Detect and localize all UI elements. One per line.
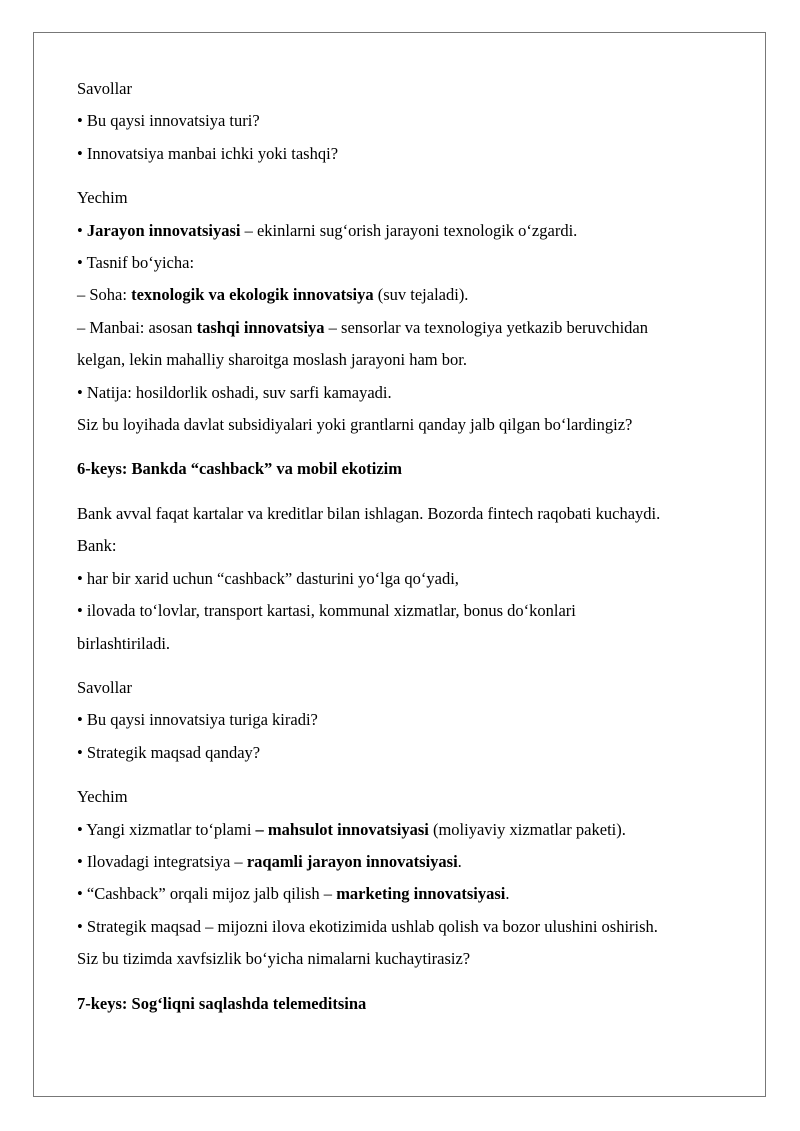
case-intro: • ilovada to‘lovlar, transport kartasi, kommunal xizmatlar, bonus do‘konlari [77,601,576,621]
solution-item: – Soha: texnologik va ekologik innovatsiya (suv tejaladi). [77,285,469,305]
solution-question: Siz bu tizimda xavfsizlik bo‘yicha nimalarni kuchaytirasiz? [77,949,471,969]
case-intro: Bank: [77,536,117,556]
solution-question: Siz bu loyihada davlat subsidiyalari yoki grantlarni qanday jalb qilgan bo‘lardingiz? [77,415,633,435]
case-heading: 6-keys: Bankda “cashback” va mobil ekotizim [77,459,402,479]
case-intro: Bank avval faqat kartalar va kreditlar bilan ishlagan. Bozorda fintech raqobati kuchaydi. [77,503,661,523]
questions-title: Savollar [77,677,132,697]
case-intro-continued: birlashtiriladi. [77,633,171,653]
document-content [77,73,757,1020]
solution-item: • Natija: hosildorlik oshadi, suv sarfi kamayadi. [77,382,392,402]
question-item: • Bu qaysi innovatsiya turi? [77,111,260,131]
solution-title: Yechim [77,787,128,807]
solution-item: • Strategik maqsad – mijozni ilova ekotizimida ushlab qolish va bozor ulushini oshirish. [77,916,658,936]
question-item: • Innovatsiya manbai ichki yoki tashqi? [77,143,339,163]
case-intro: • har bir xarid uchun “cashback” dasturini yo‘lga qo‘yadi, [77,568,459,588]
question-item: • Bu qaysi innovatsiya turiga kiradi? [77,710,318,730]
solution-item: • Yangi xizmatlar to‘plami – mahsulot innovatsiyasi (moliyaviy xizmatlar paketi). [77,819,626,839]
solution-item-continued: kelgan, lekin mahalliy sharoitga moslash jarayoni ham bor. [77,350,467,370]
solution-item: • Tasnif bo‘yicha: [77,253,195,273]
document-page [33,32,766,1097]
solution-title: Yechim [77,188,128,208]
case-heading: 7-keys: Sog‘liqni saqlashda telemeditsina [77,993,367,1013]
solution-item: • Ilovadagi integratsiya – raqamli jarayon innovatsiyasi. [77,851,462,871]
questions-title: Savollar [77,79,132,98]
solution-item: – Manbai: asosan tashqi innovatsiya – sensorlar va texnologiya yetkazib beruvchidan [77,317,649,337]
solution-item: • “Cashback” orqali mijoz jalb qilish – marketing innovatsiyasi. [77,884,510,904]
solution-item: • Jarayon innovatsiyasi – ekinlarni sug‘orish jarayoni texnologik o‘zgardi. [77,220,578,240]
question-item: • Strategik maqsad qanday? [77,742,261,762]
